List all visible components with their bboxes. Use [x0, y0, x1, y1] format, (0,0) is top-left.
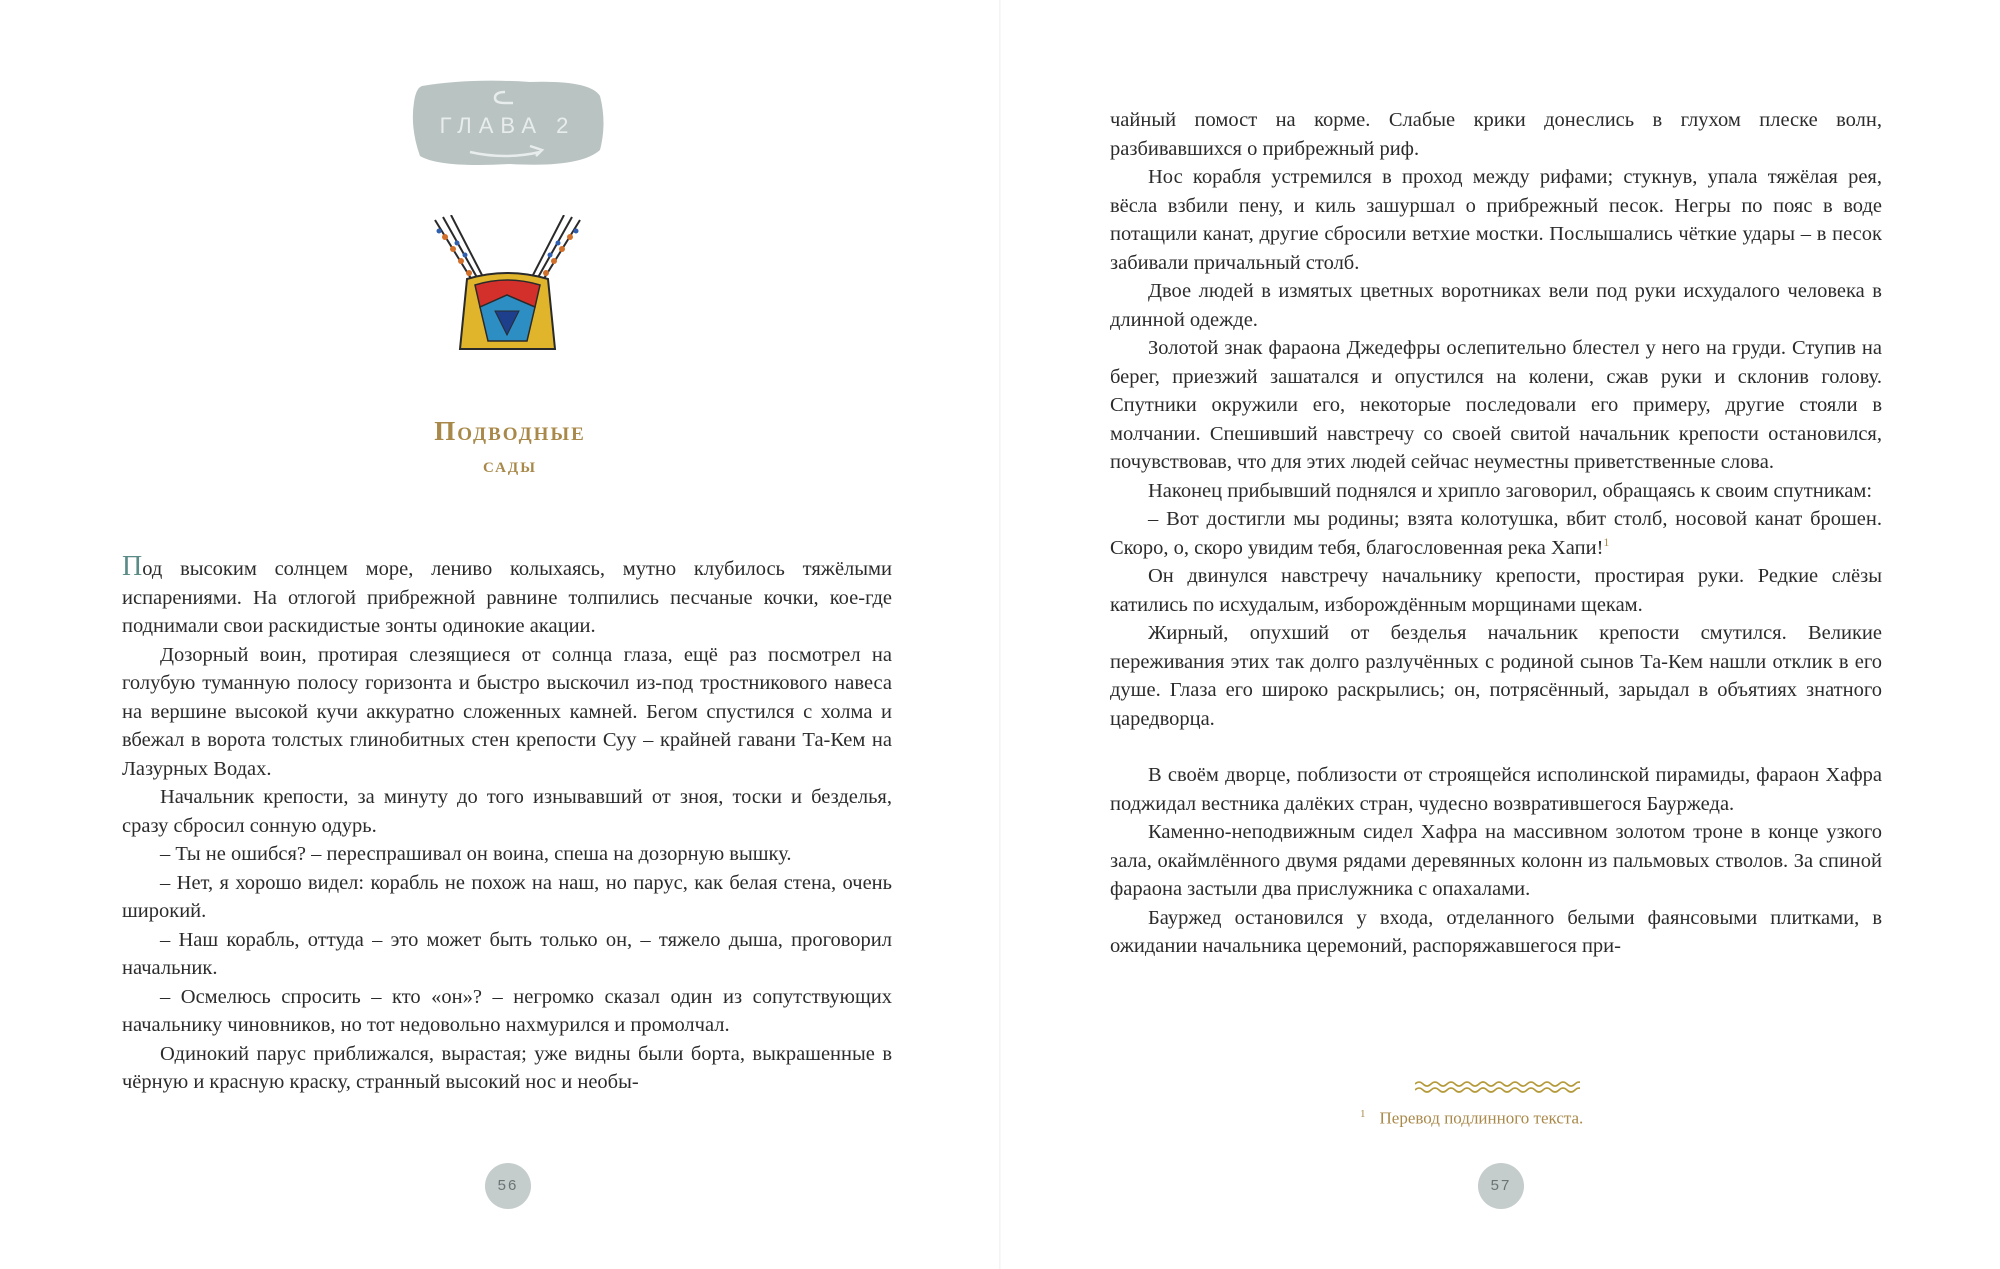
paragraph: Золотой знак фараона Джедефры ослепительно блестел у него на груди. Ступив на берег, приезжий зашатался и опустился на колени, сжав руки и склонив голову. Спутники окружили его, некоторые последовали его примеру, другие стояли в молчании. Спешивший навстречу со своей свитой начальник крепости остановился, почувствовав, что для этих людей сейчас неуместны приветственные слова. — [1110, 337, 1882, 473]
paragraph: Жирный, опухший от безделья начальник крепости смутился. Великие переживания этих так долго разлучённых с родиной сынов Та-Кем нашли отклик в его душе. Глаза его широко раскрылись; он, потрясённый, зарыдал в объятиях знатного царедворца. — [1110, 622, 1882, 730]
paragraph: Двое людей в измятых цветных воротниках вели под руки исхудалого человека в длинной одежде. — [1110, 280, 1882, 331]
chapter-label: ГЛАВА 2 — [439, 113, 576, 138]
wave-divider-icon — [1415, 1080, 1580, 1094]
paragraph: Под высоким солнцем море, лениво колыхаясь, мутно клубилось тяжёлыми испарениями. На отлогой прибрежной равнине толпились песчаные кочки, кое-где поднимали свои раскидистые зонты одинокие акации. — [122, 551, 892, 637]
paragraph: Нос корабля устремился в проход между рифами; стукнув, упала тяжёлая рея, вёсла взбили пену, и киль зашуршал о прибрежный песок. Негры по пояс в воде потащили канат, другие сбросили ветхие мостки. Послышались чёткие удары – в песок забивали причальный столб. — [1110, 166, 1882, 274]
footnote-ref: 1 — [1603, 534, 1610, 549]
paragraph: Он двинулся навстречу начальнику крепости, простирая руки. Редкие слёзы катились по исхудалым, изборождённым морщинами щекам. — [1110, 565, 1882, 616]
page-number-right: 57 — [1478, 1163, 1524, 1209]
footnote-text: Перевод подлинного текста. — [1379, 1108, 1584, 1128]
dialogue-line: – Наш корабль, оттуда – это может быть только он, – тяжело дыша, проговорил начальник. — [122, 928, 892, 979]
drop-cap: П — [122, 551, 143, 582]
chapter-stone — [410, 78, 605, 168]
footnote-number: 1 — [1360, 1108, 1366, 1120]
egyptian-collar-icon — [415, 215, 600, 355]
page-number-left: 56 — [485, 1163, 531, 1209]
dialogue-line: – Вот достигли мы родины; взята колотушка, вбит столб, носовой канат брошен. Скоро, о, скоро увидим тебя, благословенная река Хапи!$^1$ — [1110, 508, 1882, 559]
left-body-text — [122, 551, 892, 1097]
paragraph: В своём дворце, поблизости от строящейся исполинской пирамиды, фараон Хафра поджидал вестника далёких стран, чудесно возвратившегося Бауржеда. — [1110, 764, 1882, 815]
paragraph: Наконец прибывший поднялся и хрипло заговорил, обращаясь к своим спутникам: — [1148, 479, 1873, 502]
paragraph: Начальник крепости, за минуту до того изнывавший от зноя, тоски и безделья, сразу сбросил сонную одурь. — [122, 786, 892, 837]
dialogue-line: – Нет, я хорошо видел: корабль не похож на наш, но парус, как белая стена, очень широкий. — [122, 871, 892, 922]
paragraph: Бауржед остановился у входа, отделанного белыми фаянсовыми плитками, в ожидании начальника церемоний, распоряжавшегося при- — [1110, 906, 1882, 957]
chapter-title-line2: сады — [483, 452, 537, 477]
chapter-title-line1: Подводные — [434, 416, 586, 446]
paragraph: Каменно-неподвижным сидел Хафра на массивном золотом троне в конце узкого зала, окаймлённого двумя рядами деревянных колонн из пальмовых стволов. За спиной фараона застыли два прислужника с опахалами. — [1110, 821, 1882, 900]
paragraph: чайный помост на корме. Слабые крики донеслись в глухом плеске волн, разбивавшихся о прибрежный риф. — [1110, 109, 1882, 160]
dialogue-line: – Ты не ошибся? – переспрашивал он воина, спеша на дозорную вышку. — [160, 843, 792, 865]
footnote — [1360, 1108, 1660, 1129]
paragraph: Дозорный воин, протирая слезящиеся от солнца глаза, ещё раз посмотрел на голубую туманную полосу горизонта и быстро выскочил из-под тростникового навеса на вершине высокой кучи аккуратно сложенных камней. Бегом спустился с холма и вбежал в ворота толстых глинобитных стен крепости Суу – крайней гавани Та-Кем на Лазурных Водах. — [122, 643, 892, 780]
paragraph: Одинокий парус приближался, вырастая; уже видны были борта, выкрашенные в чёрную и красную краску, странный высокий нос и необы- — [122, 1042, 892, 1093]
dialogue-line: – Осмелюсь спросить – кто «он»? – негромко сказал один из сопутствующих начальнику чиновников, но тот недовольно нахмурился и промолчал. — [122, 985, 892, 1036]
right-body-text — [1110, 106, 1882, 961]
